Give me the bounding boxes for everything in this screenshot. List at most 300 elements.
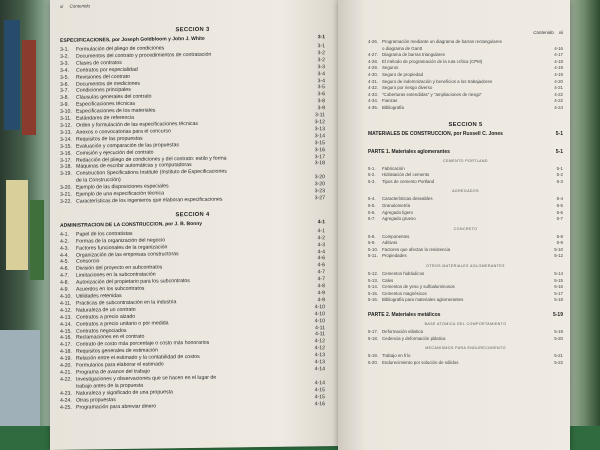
entry-page: 5-3 xyxy=(556,178,563,184)
category-concrete: CONCRETO xyxy=(453,226,478,231)
entry-title: Agregado ligero xyxy=(382,209,414,215)
entry-page: 3-16 xyxy=(314,146,325,153)
entry-title: Fabricación xyxy=(382,165,405,171)
entry-title: Ejemplo de una especificación técnica xyxy=(76,190,164,198)
entry-title: Contratos negociados xyxy=(76,327,127,335)
entry-number: 5-10. xyxy=(368,246,379,252)
entry-page: 3-20 xyxy=(314,174,325,181)
entry-page: 3-8 xyxy=(317,98,325,105)
entry-number: 5-17. xyxy=(368,329,379,335)
entry-title: Ejemplo de las disposiciones especiales xyxy=(76,183,169,191)
entry-title: Agregado grueso xyxy=(382,216,416,222)
entry-title: Propiedades xyxy=(382,253,407,259)
entry-number: 3-20. xyxy=(60,184,72,191)
entry-page: 4-7 xyxy=(317,276,325,283)
entry-page: 4-22 xyxy=(554,98,563,104)
entry-page: 5-22 xyxy=(554,359,563,365)
entry-number: 5-20. xyxy=(368,359,379,365)
part-1-label: PARTE 1. Materiales aglomerantes xyxy=(368,148,450,155)
entry-title: Anexos o convocatorias para el concurso xyxy=(76,128,171,136)
entry-page: 4-19 xyxy=(554,65,563,71)
entry-page: 5-17 xyxy=(554,290,563,296)
entry-title: Comisión y ejecución del contrato xyxy=(76,149,154,157)
entry-number: 4-28. xyxy=(368,58,379,64)
other-binder-entries xyxy=(368,271,563,304)
entry-title: Acuerdos en los subcontratos xyxy=(76,285,145,293)
entry-page: 5-21 xyxy=(554,353,563,359)
entry-title: Clases de contratos xyxy=(76,59,122,67)
entry-page: 4-6 xyxy=(317,255,325,262)
toc-entry xyxy=(368,210,563,217)
entry-number: 3-11. xyxy=(60,115,72,122)
entry-number: 4-30. xyxy=(368,71,379,77)
entry-number: 3-19. xyxy=(60,171,72,178)
section-4-continued-entries xyxy=(368,39,563,112)
entry-page: 4-16 xyxy=(554,45,563,51)
entry-page: 4-14 xyxy=(314,379,325,387)
entry-number: 5-18. xyxy=(368,335,379,341)
entry-number: 5-9. xyxy=(368,240,376,246)
entry-title: trabajo antes de la propuesta xyxy=(76,382,144,390)
entry-number: 4-10. xyxy=(60,293,72,300)
entry-number: 4-3. xyxy=(60,245,69,252)
entry-title: El método de programación de la ruta crítica (CPM) xyxy=(382,58,483,64)
entry-number: 4-11. xyxy=(60,300,72,307)
entry-title: Limitaciones en la subcontratación xyxy=(76,271,156,279)
entry-number: 5-1. xyxy=(368,165,376,171)
entry-title: División del proyecto en subcontratos xyxy=(76,264,163,273)
part-1-page: 5-1 xyxy=(555,148,563,155)
entry-number: 4-18. xyxy=(60,348,72,356)
entry-number: 3-12. xyxy=(60,122,72,129)
right-page-content xyxy=(368,30,563,366)
toc-entry xyxy=(368,291,563,298)
entry-number: 4-20. xyxy=(60,362,72,369)
entry-title: Cláusulas generales del contrato xyxy=(76,93,152,101)
entry-title: Documentos del contrato y procedimientos de contratación xyxy=(76,51,212,60)
entry-title: Cales xyxy=(382,277,394,283)
entry-title: Diagrama de barras triangulares xyxy=(382,52,445,58)
entry-title: Seguro por riesgo diverso xyxy=(382,85,433,91)
entry-title: Contratos por especialidad xyxy=(76,66,138,74)
entry-number: 4-24. xyxy=(60,397,72,404)
left-page-content xyxy=(60,0,325,411)
entry-number: 4-13. xyxy=(60,314,72,321)
entry-title: Seguro de propiedad xyxy=(382,71,424,77)
entry-number: 4-33. xyxy=(368,91,379,97)
entry-title: Contratos a precio unitario o por medida xyxy=(76,319,169,328)
entry-number: 5-19. xyxy=(368,353,379,359)
entry-title: Programación mediante un diagrama de barras rectangulares xyxy=(382,39,502,44)
entry-title: Formulación del pliego de condiciones xyxy=(76,45,165,53)
entry-page: 4-20 xyxy=(554,78,563,84)
entry-title: Condiciones principales xyxy=(76,87,131,95)
entry-page: 4-9 xyxy=(317,290,325,297)
entry-title: Construction Specifications Institute (Instituto de Especificaciones xyxy=(76,168,227,177)
entry-number: 4-14. xyxy=(60,321,72,328)
entry-title: Factores funcionales de la organización xyxy=(76,244,168,252)
entry-page: 3-5 xyxy=(317,84,325,91)
section-5-title: SECCION 5 xyxy=(448,121,483,128)
entry-title: Especificaciones de los materiales xyxy=(76,107,156,115)
entry-page: 4-10 xyxy=(314,303,325,311)
entry-page: 3-20 xyxy=(314,181,325,188)
entry-page: 4-8 xyxy=(317,283,325,290)
entry-number: 3-8. xyxy=(60,95,69,102)
section-4-title: SECCION 4 xyxy=(175,211,210,219)
entry-number: 5-7. xyxy=(368,216,376,222)
section-5-subtitle-row xyxy=(368,131,563,137)
entry-page xyxy=(547,39,563,46)
entry-page: 4-12 xyxy=(314,345,325,352)
entry-page: 5-8 xyxy=(556,233,563,239)
entry-page: 4-18 xyxy=(554,58,563,64)
entry-number: 3-21. xyxy=(60,191,72,198)
metal-entries xyxy=(368,329,563,342)
strengthening-entries xyxy=(368,353,563,366)
section-4-entries xyxy=(60,228,325,411)
entry-page: 3-14 xyxy=(314,132,325,140)
entry-number: 4-1. xyxy=(60,231,69,238)
entry-number: 4-23. xyxy=(60,390,72,397)
toc-entry xyxy=(368,271,563,278)
toc-entry xyxy=(368,234,563,241)
toc-entry xyxy=(368,59,563,66)
toc-entry xyxy=(368,360,563,367)
entry-title: Bibliografía xyxy=(382,104,404,110)
entry-number: 3-9. xyxy=(60,101,69,109)
toc-entry xyxy=(368,92,563,99)
entry-title: Autorización del propietario para los subcontratos xyxy=(76,278,190,286)
toc-entry xyxy=(368,39,563,46)
entry-number: 4-21. xyxy=(60,369,72,376)
entry-number: 3-10. xyxy=(60,108,72,116)
entry-title: Naturaleza de un contrato xyxy=(76,306,136,314)
entry-number: 4-31. xyxy=(368,78,379,84)
toc-entry xyxy=(368,353,563,360)
entry-title: Investigaciones y observaciones que se hacen en el lugar de xyxy=(76,374,217,383)
entry-number xyxy=(368,46,382,53)
entry-number: 3-7. xyxy=(60,88,69,95)
entry-page: 3-13 xyxy=(314,126,325,133)
entry-page: 3-11 xyxy=(315,112,325,119)
section-3-subtitle-page: 3-1 xyxy=(317,34,325,41)
entry-number: 5-13. xyxy=(368,277,379,283)
entry-number: 4-29. xyxy=(368,65,379,71)
concrete-entries xyxy=(368,234,563,260)
entry-number: 5-4. xyxy=(368,196,376,202)
entry-page: 3-9 xyxy=(317,105,325,112)
entry-title: Papel de los contratistas xyxy=(76,230,133,238)
section-3-entries xyxy=(60,43,325,206)
entry-page: 5-12 xyxy=(554,253,563,259)
entry-title: Consorcio xyxy=(76,258,100,266)
entry-page: 3-12 xyxy=(314,119,325,126)
entry-number: 4-22. xyxy=(60,376,72,383)
entry-number: 3-17. xyxy=(60,157,72,164)
entry-page: 4-13 xyxy=(314,352,325,359)
part-2-label: PARTE 2. Materiales metálicos xyxy=(368,312,441,319)
toc-entry xyxy=(368,46,563,53)
entry-title: Factores que afectan la resistencia xyxy=(382,246,451,252)
left-page-number: xi xyxy=(60,3,64,9)
section-3-subtitle-row xyxy=(60,34,325,44)
entry-title: Fianzas xyxy=(382,98,398,104)
entry-title: Prácticas de subcontratación en la industria xyxy=(76,299,177,307)
toc-entry xyxy=(368,203,563,210)
toc-entry xyxy=(368,336,563,343)
toc-entry xyxy=(368,278,563,285)
toc-entry xyxy=(368,179,563,186)
entry-title: o diagrama de Gantt xyxy=(382,45,423,51)
entry-page: 3-17 xyxy=(314,153,325,160)
right-page-running-title: Contenido xyxy=(533,30,554,35)
entry-number: 5-2. xyxy=(368,172,376,178)
entry-page: 4-22 xyxy=(554,91,563,97)
entry-title: Contratos a precio alzado xyxy=(76,313,136,321)
entry-title: Naturaleza y significado de una propuesta xyxy=(76,388,173,397)
entry-page: 4-9 xyxy=(317,297,325,304)
entry-title: Componentes xyxy=(382,233,410,239)
entry-page: 5-9 xyxy=(556,240,563,246)
entry-title: Máquinas de escribir automáticas y computadoras xyxy=(76,162,192,171)
entry-number: 4-8. xyxy=(60,279,69,287)
section-5-subtitle: MATERIALES DE CONSTRUCCION, por Russell C. Jones xyxy=(368,130,503,137)
entry-page: 3-23 xyxy=(314,188,325,195)
left-page xyxy=(50,0,340,450)
toc-entry xyxy=(368,85,563,92)
cement-entries xyxy=(368,166,563,186)
entry-title: Cementos hidráulicos xyxy=(382,271,425,277)
toc-entry xyxy=(368,65,563,72)
category-cement: CEMENTO PORTLAND xyxy=(443,158,488,163)
entry-number: 3-14. xyxy=(60,136,72,143)
entry-number: 4-35. xyxy=(368,104,379,110)
entry-number: 4-2. xyxy=(60,238,69,245)
entry-page: 4-12 xyxy=(314,338,325,345)
entry-page: 5-18 xyxy=(554,297,563,303)
category-strengthening: MECANISMOS PARA ENDURECIMIENTO xyxy=(425,346,506,351)
entry-page: 4-11 xyxy=(315,331,325,338)
entry-number: 5-6. xyxy=(368,209,376,215)
entry-number: 5-12. xyxy=(368,271,379,277)
entry-page: 3-1 xyxy=(317,43,325,50)
entry-page: 4-6 xyxy=(317,262,325,269)
entry-page: 5-1 xyxy=(556,165,563,171)
entry-number: 3-16. xyxy=(60,150,72,157)
entry-title: Formularios para elaborar el estimado xyxy=(76,361,164,369)
category-other-binders: OTROS MATERIALES AGLOMERANTES xyxy=(426,264,505,269)
part-2-page: 5-19 xyxy=(552,312,563,319)
entry-title: Evaluación y comparación de las propuestas xyxy=(76,141,179,150)
entry-title: Aditivos xyxy=(382,240,398,246)
category-atomic-basis: BASE ATOMICA DEL COMPORTAMIENTO xyxy=(424,322,507,327)
entry-number: 3-13. xyxy=(60,129,72,136)
toc-entry xyxy=(368,216,563,223)
entry-page: 4-11 xyxy=(315,324,325,331)
entry-number: 5-8. xyxy=(368,233,376,239)
entry-page: 4-2 xyxy=(317,234,325,242)
entry-page: 4-10 xyxy=(314,317,325,324)
entry-page: 5-19 xyxy=(554,329,563,335)
entry-page: 4-15 xyxy=(314,393,325,400)
entry-title: Características de los ingenieros que elaboran especificaciones xyxy=(76,196,223,205)
entry-title: Estándares de referencia xyxy=(76,114,134,122)
entry-number: 4-6. xyxy=(60,266,69,273)
entry-page: 3-2 xyxy=(317,56,325,64)
entry-page: 4-7 xyxy=(317,269,325,276)
entry-number: 4-32. xyxy=(368,85,379,91)
entry-number: 4-34. xyxy=(368,98,379,104)
entry-title: Cementos de yeso y sulfoaluminosos xyxy=(382,284,455,290)
entry-number: 5-5. xyxy=(368,202,376,208)
entry-title: Requisitos generales de estimación xyxy=(76,347,158,355)
toc-entry xyxy=(368,166,563,173)
entry-title: Requisitos de las propuestas xyxy=(76,135,143,143)
entry-number: 4-12. xyxy=(60,307,72,314)
entry-title: Deformación elástica xyxy=(382,329,423,335)
entry-title: Seguros xyxy=(382,65,399,71)
entry-number: 3-5. xyxy=(60,74,69,81)
entry-number: 3-2. xyxy=(60,53,69,60)
toc-entry xyxy=(368,172,563,179)
entry-number: 4-17. xyxy=(60,342,72,349)
toc-entry xyxy=(368,329,563,336)
entry-page: 4-1 xyxy=(317,228,325,235)
entry-title: Programa de avance del trabajo xyxy=(76,368,150,376)
toc-entry xyxy=(368,196,563,203)
aggregate-entries xyxy=(368,196,563,222)
entry-title: Otras propuestas xyxy=(76,396,116,404)
toc-entry xyxy=(368,72,563,79)
entry-title: Orden y formulación de las especificaciones técnicas xyxy=(76,120,198,129)
entry-page: 5-14 xyxy=(554,271,563,277)
entry-page: 3-2 xyxy=(317,50,325,57)
entry-title: Endurecimiento por solución de sólidos xyxy=(382,359,459,365)
entry-title: Características deseables xyxy=(382,196,433,202)
entry-number: 5-16. xyxy=(368,297,379,303)
toc-entry xyxy=(368,253,563,260)
toc-entry xyxy=(368,247,563,254)
entry-number: 4-27. xyxy=(368,52,379,58)
entry-number: 5-11. xyxy=(368,253,378,259)
entry-number: 4-26. xyxy=(368,39,379,44)
section-3-subtitle: ESPECIFICACIONES, por Joseph Goldbloom y John J. White xyxy=(60,35,205,44)
entry-page: 4-4 xyxy=(317,248,325,255)
entry-page: 4-16 xyxy=(314,400,325,407)
entry-number: 3-1. xyxy=(60,46,69,53)
entry-title: Programación para abreviar dinero xyxy=(76,403,157,411)
entry-title: Relación entre el estimado y la contabilidad de costos xyxy=(76,354,200,362)
entry-title: Organización de las empresas constructoras xyxy=(76,250,179,259)
part-2-heading xyxy=(368,312,563,318)
entry-number: 4-15. xyxy=(60,328,72,335)
entry-page: 4-17 xyxy=(554,52,563,58)
entry-title: Bibliografía para materiales aglomerantes xyxy=(382,297,464,303)
entry-title: "Coberturas extendidas" y "ampliaciones de riesgo" xyxy=(382,91,482,97)
part-1-heading xyxy=(368,149,563,155)
entry-title: Cedencia y deformación plástica xyxy=(382,335,446,341)
entry-page: 3-15 xyxy=(314,139,325,146)
entry-title: Seguro de indemnización y beneficios a los trabajadores xyxy=(382,78,493,84)
entry-title: Cementos magnésicos xyxy=(382,290,427,296)
section-5-subtitle-page: 5-1 xyxy=(555,130,563,137)
toc-entry xyxy=(368,79,563,86)
entry-number: 5-3. xyxy=(368,178,376,184)
toc-entry xyxy=(368,284,563,291)
left-page-running-title: Contenido xyxy=(69,3,91,9)
entry-title: Reclamaciones en el contrato xyxy=(76,334,145,342)
entry-number: 3-15. xyxy=(60,143,72,150)
entry-page: 5-6 xyxy=(556,209,563,215)
section-4-subtitle-page: 4-1 xyxy=(317,219,325,226)
entry-title: Documentos de mediciones xyxy=(76,80,141,88)
entry-title: Hidratación del cemento xyxy=(382,172,430,178)
right-page-number: xii xyxy=(558,30,563,35)
entry-number: 4-19. xyxy=(60,355,72,363)
entry-page: 3-18 xyxy=(314,160,325,167)
entry-page: 5-10 xyxy=(554,246,563,252)
entry-page: 4-19 xyxy=(554,71,563,77)
entry-number: 3-3. xyxy=(60,60,69,67)
entry-page: 4-13 xyxy=(314,359,325,366)
section-4-subtitle: ADMINISTRACION DE LA CONSTRUCCION, por J. B. Bonny xyxy=(60,220,203,229)
entry-page: 4-21 xyxy=(554,85,563,91)
entry-page: 4-10 xyxy=(314,310,325,318)
entry-title: Utilidades retenidas xyxy=(76,293,122,300)
toc-entry xyxy=(368,297,563,304)
entry-title: Contrato de costo más porcentaje o costo más honorarios xyxy=(76,340,210,348)
category-aggregates: AGREGADOS xyxy=(452,189,479,194)
entry-page: 4-3 xyxy=(317,241,325,248)
entry-number: 3-22. xyxy=(60,198,72,205)
entry-page: 5-20 xyxy=(554,335,563,341)
entry-number: 4-7. xyxy=(60,273,69,280)
entry-page: 3-4 xyxy=(317,77,325,84)
toc-entry xyxy=(368,98,563,105)
entry-number: 5-15. xyxy=(368,290,379,296)
entry-page: 3-6 xyxy=(317,91,325,98)
entry-number: 5-14. xyxy=(368,284,379,290)
entry-number: 4-5. xyxy=(60,259,69,266)
entry-page: 3-3 xyxy=(317,63,325,70)
toc-entry xyxy=(368,240,563,247)
section-3-title: SECCION 3 xyxy=(175,26,210,34)
entry-page: 3-4 xyxy=(317,70,325,77)
entry-title: Formas de la organización del negocio xyxy=(76,237,166,245)
section-4-subtitle-row xyxy=(60,219,325,229)
entry-number: 4-9. xyxy=(60,286,69,293)
entry-number: 4-16. xyxy=(60,335,72,342)
entry-title: Granulometría xyxy=(382,202,411,208)
entry-title: Revisiones del contrato xyxy=(76,73,130,81)
entry-page: 5-2 xyxy=(556,172,563,178)
entry-title: Trabajo en frío xyxy=(382,353,411,359)
entry-number: 3-6. xyxy=(60,81,69,88)
entry-page: 5-16 xyxy=(554,284,563,290)
toc-entry xyxy=(368,105,563,112)
entry-page: 4-24 xyxy=(554,104,563,110)
entry-page: 4-14 xyxy=(314,366,325,373)
entry-number: 3-18. xyxy=(60,164,72,171)
right-page xyxy=(338,0,570,450)
entry-page: 5-5 xyxy=(556,202,563,208)
entry-page: 5-15 xyxy=(554,277,563,283)
toc-entry xyxy=(368,52,563,59)
entry-number: 4-25. xyxy=(60,404,72,411)
entry-number: 3-4. xyxy=(60,67,69,74)
entry-number: 4-4. xyxy=(60,252,69,259)
